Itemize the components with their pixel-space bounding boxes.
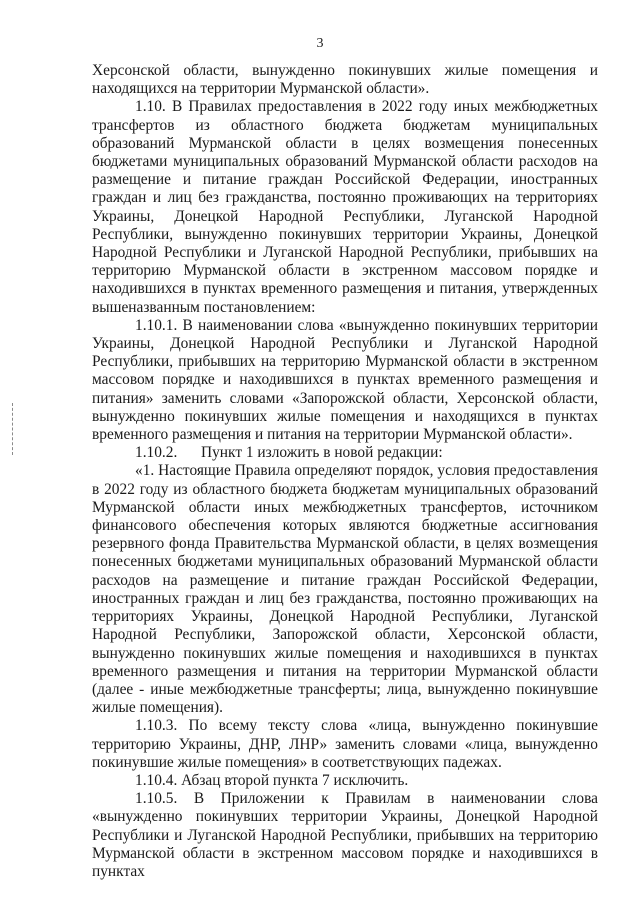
margin-mark xyxy=(12,403,15,455)
paragraph-1-10-2-text: Пункт 1 изложить в новой редакции: xyxy=(201,444,443,462)
paragraph-new-clause-1: «1. Настоящие Правила определяют порядок, условия предоставления в 2022 году из областного бюджета бюджетам муниципальных образований Мурманской области иных межбюджетных трансфертов, источником финансового обеспечения которых являются бюджетные ассигнования резервного фонда Правительства Мурманской области, в целях возмещения понесенных бюджетами муниципальных образований Мурманской области расходов на размещение и питание граждан Российской Федерации, иностранных граждан и лиц без гражданства, постоянно проживающих на территориях Украины, Донецкой Народной Республики, Луганской Народной Республики, Запорожской области, Херсонской области, вынужденно покинувших жилые помещения и находившихся в пунктах временного размещения и питания на территории Мурманской области (далее - иные межбюджетные трансферты; лица, вынужденно покинувшие жилые помещения). xyxy=(92,462,598,717)
paragraph-1-10-3: 1.10.3. По всему тексту слова «лица, вынужденно покинувшие территорию Украины, ДНР, ЛНР» заменить словами «лица, вынужденно покинувшие жилые помещения» в соответствующих падежах. xyxy=(92,717,598,771)
paragraph-1-10-2 xyxy=(92,444,598,462)
paragraph-1-10-2-number: 1.10.2. xyxy=(135,444,178,462)
paragraph-1-10-4: 1.10.4. Абзац второй пункта 7 исключить. xyxy=(135,771,409,789)
paragraph-1-10-1: 1.10.1. В наименовании слова «вынужденно покинувших территории Украины, Донецкой Народной Республики и Луганской Народной Республики, прибывших на территорию Мурманской области в экстренном массовом порядке и находившихся в пунктах временного размещения и питания» заменить словами «Запорожской области, Херсонской области, вынужденно покинувших жилые помещения и находящихся в пунктах временного размещения и питания на территории Мурманской области». xyxy=(92,316,598,444)
paragraph-1-10-5: 1.10.5. В Приложении к Правилам в наименовании слова «вынужденно покинувших территории Украины, Донецкой Народной Республики и Луганской Народной Республики, прибывших на территорию Мурманской области в экстренном массовом порядке и находившихся в пунктах xyxy=(92,790,598,880)
page-number: 3 xyxy=(316,36,324,51)
document-body xyxy=(92,62,598,881)
paragraph-1-10: 1.10. В Правилах предоставления в 2022 году иных межбюджетных трансфертов из областного бюджета бюджетам муниципальных образований Мурманской области в целях возмещения понесенных бюджетами муниципальных образований Мурманской области расходов на размещение и питание граждан Российской Федерации, иностранных граждан и лиц без гражданства, постоянно проживающих на территориях Украины, Донецкой Народной Республики, Луганской Народной Республики, вынужденно покинувших территории Украины, Донецкой Народной Республики и Луганской Народной Республики, прибывших на территорию Мурманской области в экстренном массовом порядке и находившихся в пунктах временного размещения и питания, утвержденных вышеназванным постановлением: xyxy=(92,98,598,316)
paragraph-continuation: Херсонской области, вынужденно покинувших жилые помещения и находящихся на территории Мурманской области». xyxy=(92,62,598,98)
